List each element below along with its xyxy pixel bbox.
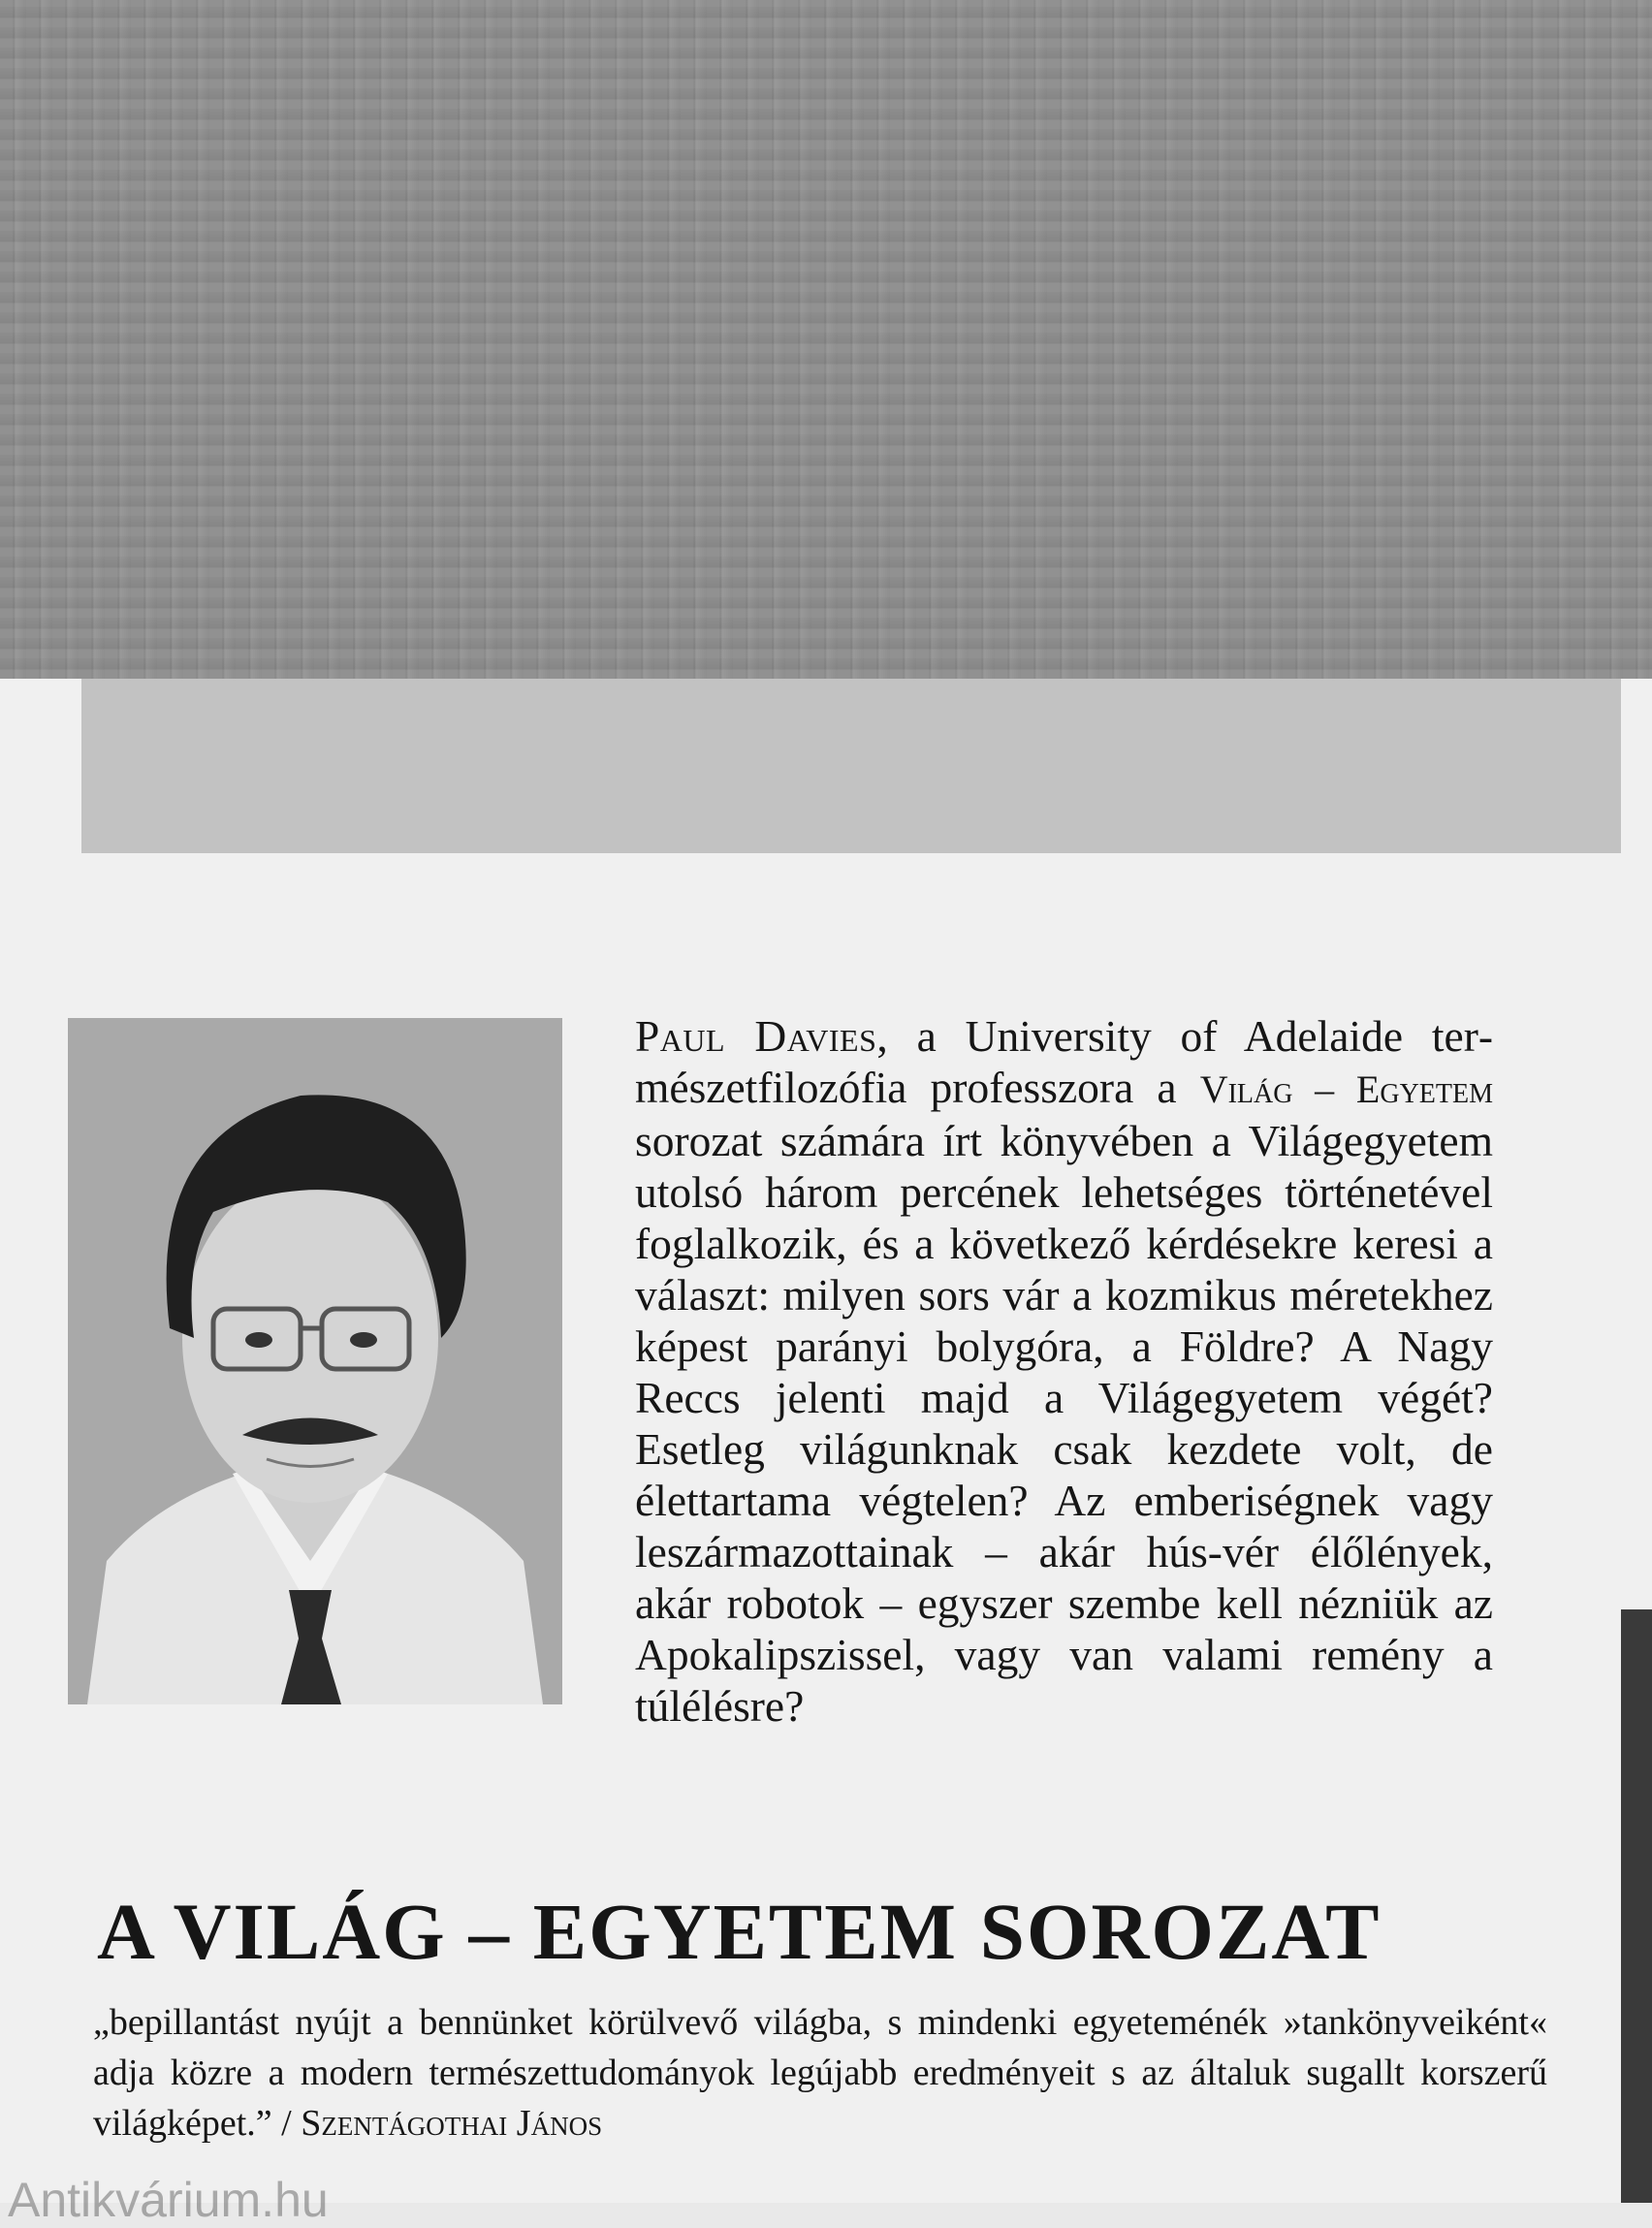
bio-text-part-2: sorozat számára írt könyvében a Világegyetem utolsó három percének lehetséges történetével foglalkozik, és a következő kérdésekre keresi a választ: milyen sors vár a kozmikus méretekhez képest parányi bolygóra, a Földre? A Nagy Reccs jelenti majd a Világegyetem végét? Esetleg világunknak csak kezdete volt, de élettartama végtelen? Az emberiségnek vagy leszármazottainak – akár hús-vér élőlények, akár robotok – egyszer szembe kell nézniük az Apokalipszissel, vagy van valami remény a túlélésre? <box>635 1116 1493 1731</box>
author-name: Paul Davies <box>635 1011 877 1061</box>
watermark: Antikvárium.hu <box>8 2173 329 2227</box>
series-name: Világ – Egyetem <box>1199 1067 1494 1111</box>
background-texture <box>0 0 1652 679</box>
page-edge <box>1621 1609 1652 2203</box>
series-quote <box>93 1997 1547 2148</box>
series-heading: A VILÁG – EGYETEM SOROZAT <box>97 1887 1382 1976</box>
quote-author: Szentágothai János <box>301 2103 603 2144</box>
author-portrait <box>68 1018 562 1704</box>
quote-text: „bepillantást nyújt a bennünket körülvevő világba, s mindenki egyeteménék »tankönyveiként« adja közre a modern természettudományok legújabb eredményeit s az általuk sugallt korszerű világképet.” / <box>93 2002 1547 2144</box>
bio-text-part-1: , a University of Adelaide természetfilozófia professzora a <box>635 1011 1493 1112</box>
author-bio <box>635 1010 1493 1732</box>
gray-band <box>81 679 1621 853</box>
